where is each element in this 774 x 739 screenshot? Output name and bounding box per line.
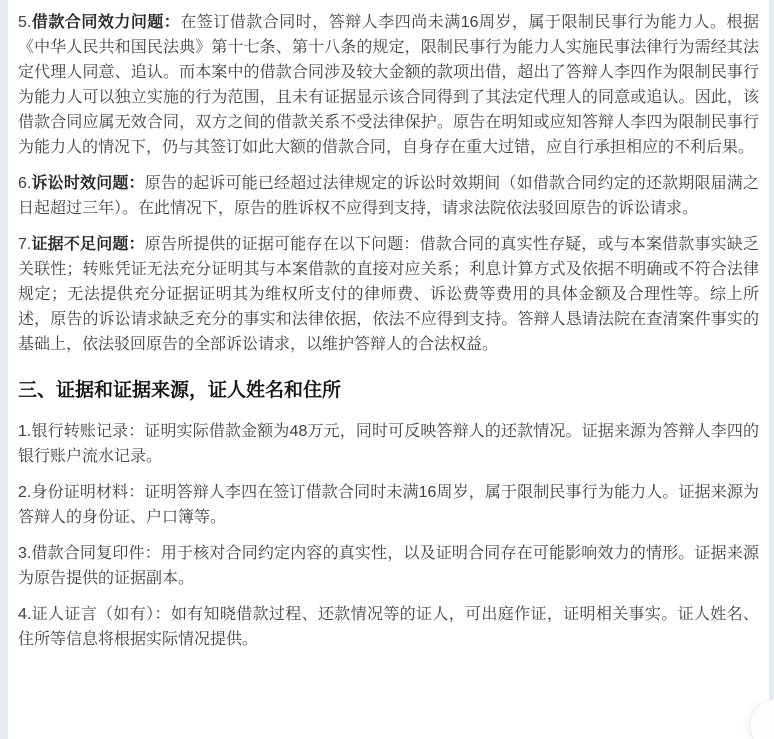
section-heading-evidence: 三、证据和证据来源，证人姓名和住所 [18,380,342,401]
point-body: 在签订借款合同时，答辩人李四尚未满16周岁，属于限制民事行为能力人。根据《中华人民共和国民法典》第十七条、第十八条的规定，限制民事行为能力人实施民事法律行为需经其法定代理人同意、追认。而本案中的借款合同涉及较大金额的款项出借，超出了答辩人李四作为限制民事行为能力人可以独立实施的行为范围，且未有证据显示该合同得到了其法定代理人的同意或追认。因此，该借款合同应属无效合同，双方之间的借款关系不受法律保护。原告在明知或应知答辩人李四为限制民事行为能力人的情况下，仍与其签订如此大额的借款合同，自身存在重大过错，应自行承担相应的不利后果。 [18,14,759,156]
point-title: 借款合同效力问题： [31,14,181,31]
numbered-point-7 [18,232,759,357]
point-number: 7. [18,236,32,253]
numbered-point-5 [18,10,759,160]
point-title: 诉讼时效问题： [31,175,145,192]
point-body: 原告的起诉可能已经超过法律规定的诉讼时效期间（如借款合同约定的还款期限届满之日起超过三年）。在此情况下，原告的胜诉权不应得到支持，请求法院依法驳回原告的诉讼请求。 [18,175,759,217]
numbered-point-6 [18,171,759,221]
point-number: 5. [18,14,32,31]
point-number: 6. [18,175,32,192]
evidence-item-1: 1.银行转账记录：证明实际借款金额为48万元，同时可反映答辩人的还款情况。证据来源为答辩人李四的银行账户流水记录。 [18,423,759,465]
legal-answer-document [18,10,759,652]
evidence-item-4: 4.证人证言（如有）：如有知晓借款过程、还款情况等的证人，可出庭作证，证明相关事实。证人姓名、住所等信息将根据实际情况提供。 [18,606,759,648]
evidence-item-2: 2.身份证明材料：证明答辩人李四在签订借款合同时未满16周岁，属于限制民事行为能力人。证据来源为答辩人的身份证、户口簿等。 [18,484,759,526]
document-content-card [8,0,769,739]
evidence-item-3: 3.借款合同复印件：用于核对合同约定内容的真实性，以及证明合同存在可能影响效力的情形。证据来源为原告提供的证据副本。 [18,545,759,587]
point-body: 原告所提供的证据可能存在以下问题：借款合同的真实性存疑，或与本案借款事实缺乏关联性；转账凭证无法充分证明其与本案借款的直接对应关系；利息计算方式及依据不明确或不符合法律规定；无法提供充分证据证明其为维权所支付的律师费、诉讼费等费用的具体金额及合理性等。综上所述，原告的诉讼请求缺乏充分的事实和法律依据，依法不应得到支持。答辩人恳请法院在查清案件事实的基础上，依法驳回原告的全部诉讼请求，以维护答辩人的合法权益。 [18,236,759,353]
point-title: 证据不足问题： [31,236,145,253]
